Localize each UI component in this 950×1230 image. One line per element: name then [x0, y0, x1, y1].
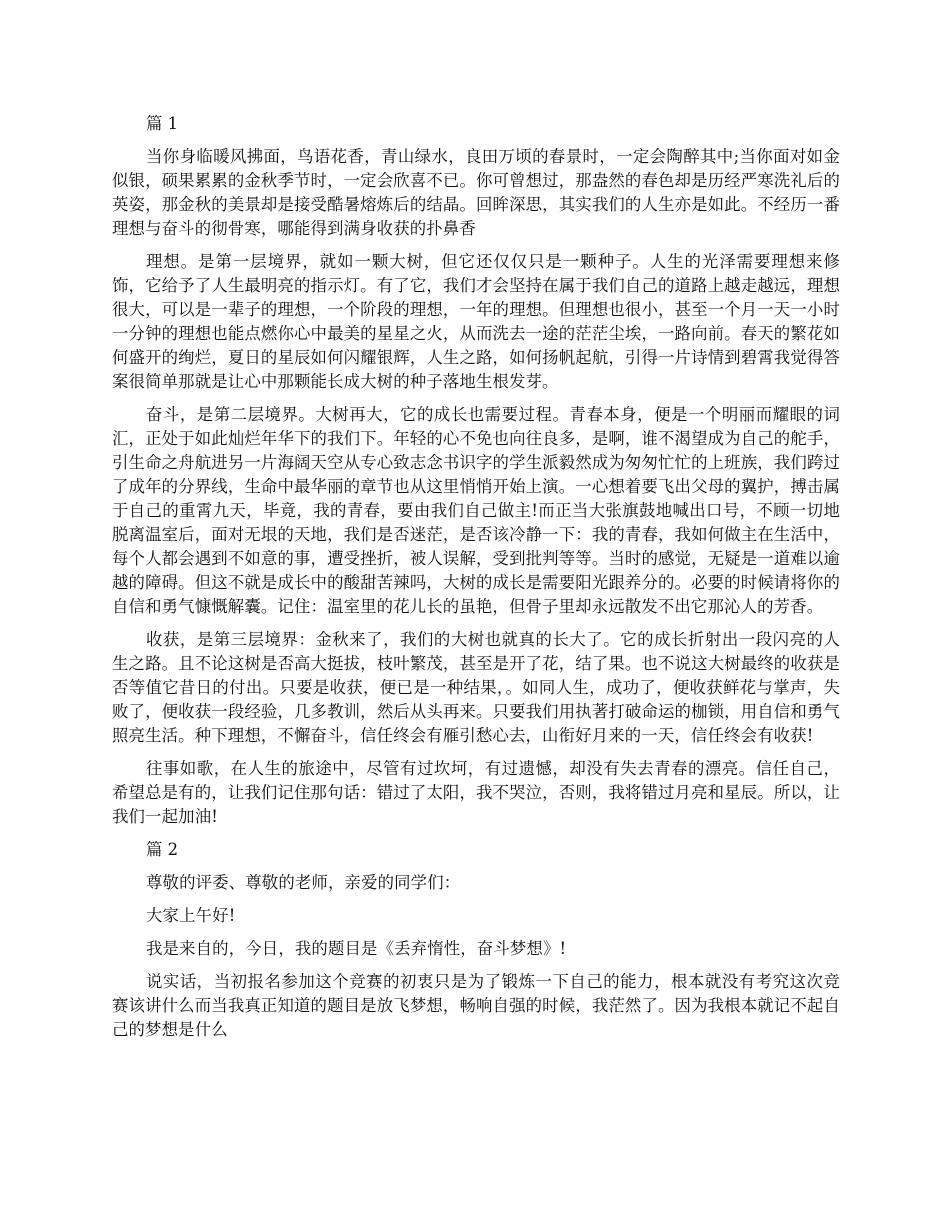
paragraph: 说实话，当初报名参加这个竞赛的初衷只是为了锻炼一下自己的能力，根本就没有考究这次竞赛该讲什么而当我真正知道的题目是放飞梦想，畅响自强的时候，我茫然了。因为我根本就记不起自己的梦想是什么 [112, 972, 840, 1039]
paragraph: 收获，是第三层境界：金秋来了，我们的大树也就真的长大了。它的成长折射出一段闪亮的人生之路。且不论这树是否高大挺拔，枝叶繁茂，甚至是开了花，结了果。也不说这大树最终的收获是否等值它昔日的付出。只要是收获，便已是一种结果，。如同人生，成功了，便收获鲜花与掌声，失败了，便收获一段经验，几多教训，然后从头再来。只要我们用执著打破命运的枷锁，用自信和勇气照亮生活。种下理想，不懈奋斗，信任终会有雁引愁心去，山衔好月来的一天，信任终会有收获! [112, 630, 840, 745]
paragraph: 尊敬的评委、尊敬的老师，亲爱的同学们： [146, 873, 461, 892]
document-page [112, 112, 840, 1051]
paragraph: 往事如歌，在人生的旅途中，尽管有过坎坷，有过遗憾，却没有失去青春的漂亮。信任自己，希望总是有的，让我们记住那句话：错过了太阳，我不哭泣，否则，我将错过月亮和星辰。所以，让我们一起加油! [112, 759, 840, 826]
section-heading-2: 篇 2 [146, 840, 179, 859]
paragraph: 我是来自的，今日，我的题目是《丢弃惰性，奋斗梦想》! [146, 939, 567, 958]
paragraph: 当你身临暖风拂面，鸟语花香，青山绿水，良田万顷的春景时，一定会陶醉其中;当你面对如金似银，硕果累累的金秋季节时，一定会欣喜不已。你可曾想过，那盎然的春色却是历经严寒洗礼后的英姿，那金秋的美景却是接受酷暑熔炼后的结晶。回眸深思，其实我们的人生亦是如此。不经历一番理想与奋斗的彻骨寒，哪能得到满身收获的扑鼻香 [112, 147, 840, 238]
paragraph: 奋斗，是第二层境界。大树再大，它的成长也需要过程。青春本身，便是一个明丽而耀眼的词汇，正处于如此灿烂年华下的我们下。年轻的心不免也向往良多，是啊，谁不渴望成为自己的舵手，引生命之舟航进另一片海阔天空从专心致志念书识字的学生派毅然成为匆匆忙忙的上班族，我们跨过了成年的分界线，生命中最华丽的章节也从这里悄悄开始上演。一心想着要飞出父母的翼护，搏击属于自己的重霄九天，毕竟，我的青春，要由我们自己做主!而正当大张旗鼓地喊出口号，不顾一切地脱离温室后，面对无垠的天地，我们是否迷茫，是否该冷静一下：我的青春，我如何做主在生活中，每个人都会遇到不如意的事，遭受挫折，被人误解，受到批判等等。当时的感觉，无疑是一道难以逾越的障碍。但这不就是成长中的酸甜苦辣吗，大树的成长是需要阳光跟养分的。必要的时候请将你的自信和勇气慷慨解囊。记住：温室里的花儿长的虽艳，但骨子里却永远散发不出它那沁人的芳香。 [112, 405, 840, 616]
paragraph: 理想。是第一层境界，就如一颗大树，但它还仅仅只是一颗种子。人生的光泽需要理想来修饰，它给予了人生最明亮的指示灯。有了它，我们才会坚持在属于我们自己的道路上越走越远，理想很大，可以是一辈子的理想，一个阶段的理想，一年的理想。但理想也很小，甚至一个月一天一小时一分钟的理想也能点燃你心中最美的星星之火，从而洗去一途的茫茫尘埃，一路向前。春天的繁花如何盛开的绚烂，夏日的星辰如何闪耀银辉，人生之路，如何扬帆起航，引得一片诗情到碧霄我觉得答案很简单那就是让心中那颗能长成大树的种子落地生根发芽。 [112, 252, 840, 391]
paragraph: 大家上午好! [146, 906, 236, 925]
section-heading-1: 篇 1 [146, 114, 179, 133]
